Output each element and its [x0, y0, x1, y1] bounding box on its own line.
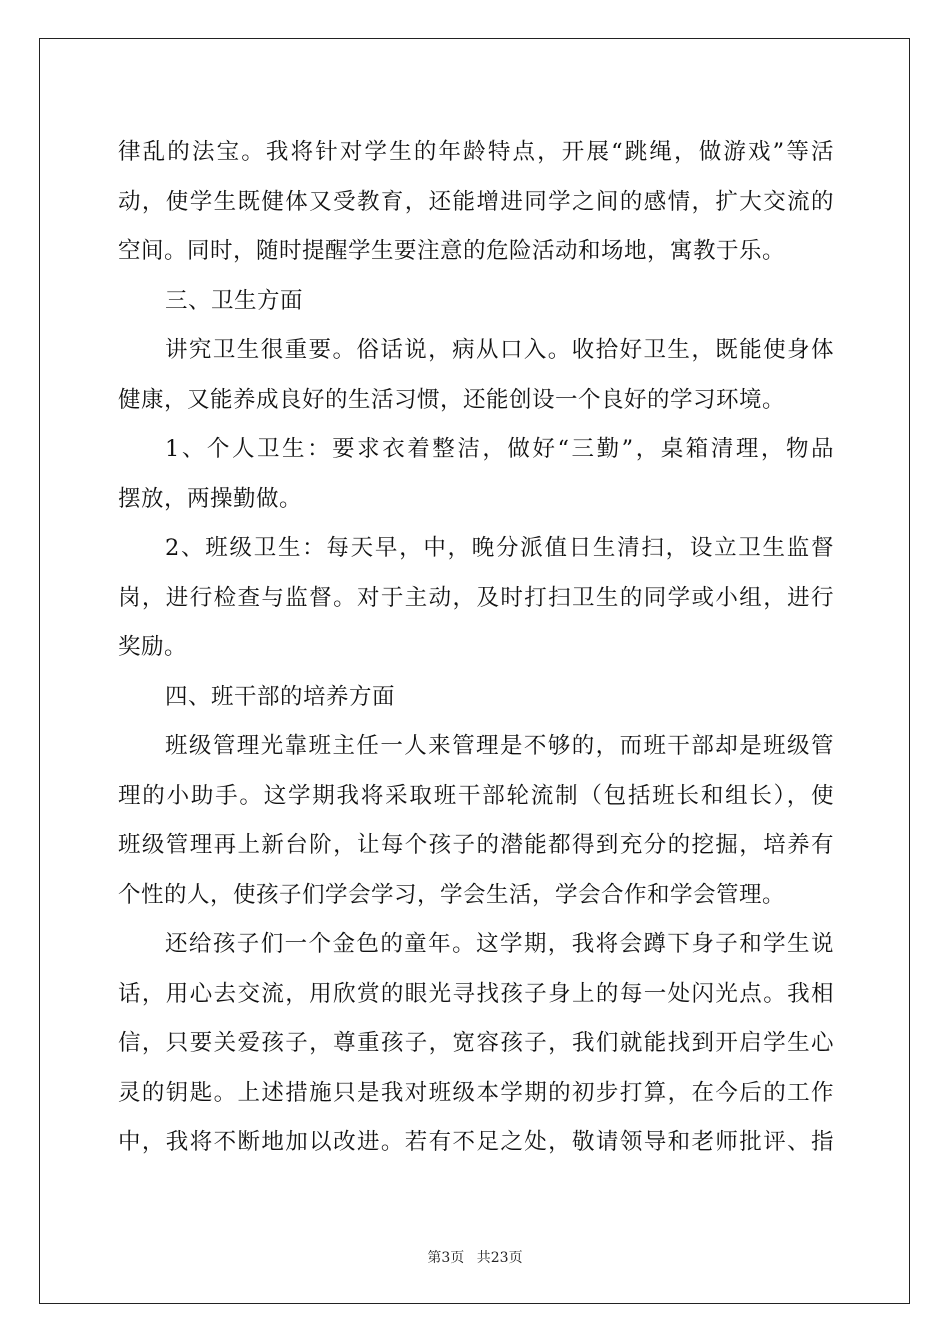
text-line: 2、班级卫生：每天早，中，晚分派值日生清扫，设立卫生监督	[165, 535, 834, 561]
text-line: 摆放，两操勤做。	[118, 485, 303, 512]
text-line: 班级管理光靠班主任一人来管理是不够的，而班干部却是班级管	[165, 733, 834, 759]
text-line: 信，只要关爱孩子，尊重孩子，宽容孩子，我们就能找到开启学生心	[118, 1030, 834, 1056]
page-footer	[0, 1247, 950, 1267]
text-line: 灵的钥匙。上述措施只是我对班级本学期的初步打算，在今后的工作	[118, 1079, 834, 1106]
document-body	[118, 128, 834, 1168]
text-line: 1、个人卫生：要求衣着整洁，做好“三勤”，桌箱清理，物品	[165, 436, 834, 462]
text-line: 健康，又能养成良好的生活习惯，还能创设一个良好的学习环境。	[118, 386, 786, 413]
text-line: 岗，进行检查与监督。对于主动，及时打扫卫生的同学或小组，进行	[118, 584, 834, 611]
text-line: 中，我将不断地加以改进。若有不足之处，敬请领导和老师批评、指	[118, 1129, 834, 1155]
text-line: 班级管理再上新台阶，让每个孩子的潜能都得到充分的挖掘，培养有	[118, 832, 834, 858]
page-number-total: 共23页	[476, 1250, 523, 1266]
text-line: 个性的人，使孩子们学会学习，学会生活，学会合作和学会管理。	[118, 881, 786, 908]
text-line: 还给孩子们一个金色的童年。这学期，我将会蹲下身子和学生说	[165, 931, 834, 957]
text-line: 奖励。	[118, 634, 188, 660]
text-line: 话，用心去交流，用欣赏的眼光寻找孩子身上的每一处闪光点。我相	[118, 980, 834, 1007]
text-line: 空间。同时，随时提醒学生要注意的危险活动和场地，寓教于乐。	[118, 238, 786, 264]
section-heading: 四、班干部的培养方面	[165, 683, 396, 710]
text-line: 讲究卫生很重要。俗话说，病从口入。收拾好卫生，既能使身体	[165, 337, 834, 363]
page-number-current: 第3页	[427, 1250, 465, 1266]
text-line: 动，使学生既健体又受教育，还能增进同学之间的感情，扩大交流的	[118, 188, 834, 215]
section-heading: 三、卫生方面	[165, 287, 304, 314]
text-line: 律乱的法宝。我将针对学生的年龄特点，开展“跳绳，做游戏”等活	[118, 139, 834, 165]
text-line: 理的小助手。这学期我将采取班干部轮流制（包括班长和组长），使	[118, 782, 834, 809]
